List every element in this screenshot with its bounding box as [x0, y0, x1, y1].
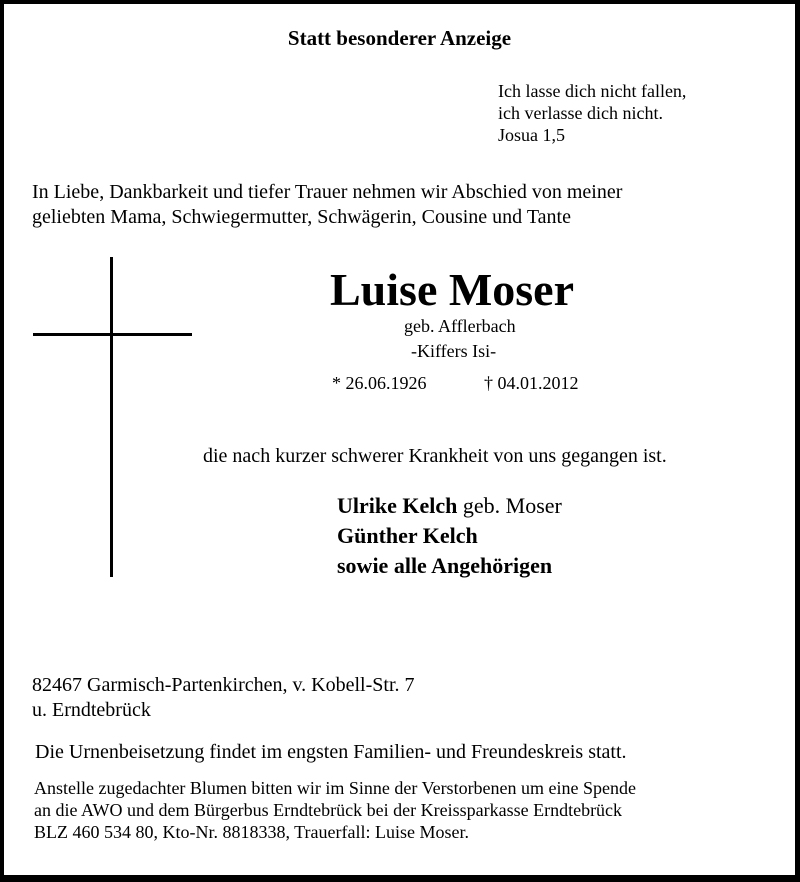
donation-request: [34, 777, 636, 843]
verse-reference: Josua 1,5: [498, 125, 565, 145]
mourner-entry: [337, 492, 562, 520]
urn-burial-note: Die Urnenbeisetzung findet im engsten Familien- und Freundeskreis statt.: [35, 741, 627, 763]
donation-line: BLZ 460 534 80, Kto-Nr. 8818338, Trauerfall: Luise Moser.: [34, 822, 469, 842]
death-date: † 04.01.2012: [484, 373, 579, 393]
birth-name: geb. Afflerbach: [404, 316, 516, 336]
mourner-name: sowie alle Angehörigen: [337, 553, 553, 578]
mourner-suffix: geb. Moser: [457, 493, 562, 518]
address-line: 82467 Garmisch-Partenkirchen, v. Kobell-Str. 7: [32, 674, 415, 696]
bible-verse: [498, 80, 686, 146]
notice-headline: Statt besonderer Anzeige: [287, 26, 512, 50]
cross-icon-bar: [33, 333, 192, 336]
mourner-name: Ulrike Kelch: [337, 493, 458, 518]
mourner-entry: [337, 522, 478, 550]
nickname: -Kiffers Isi-: [411, 341, 497, 361]
verse-line: Ich lasse dich nicht fallen,: [498, 81, 687, 101]
passing-note: die nach kurzer schwerer Krankheit von uns gegangen ist.: [203, 445, 667, 467]
address-line: u. Erndtebrück: [32, 699, 151, 721]
intro-text: [32, 180, 622, 230]
donation-line: an die AWO und dem Bürgerbus Erndtebrück bei der Kreissparkasse Erndtebrück: [34, 800, 623, 820]
intro-line: geliebten Mama, Schwiegermutter, Schwägerin, Cousine und Tante: [32, 206, 571, 228]
donation-line: Anstelle zugedachter Blumen bitten wir im Sinne der Verstorbenen um eine Spende: [34, 778, 637, 798]
mourner-entry: [337, 552, 552, 580]
cross-icon: [110, 257, 113, 577]
mourner-name: Günther Kelch: [337, 523, 478, 548]
verse-line: ich verlasse dich nicht.: [498, 103, 663, 123]
intro-line: In Liebe, Dankbarkeit und tiefer Trauer nehmen wir Abschied von meiner: [32, 181, 623, 203]
deceased-name: Luise Moser: [330, 264, 575, 315]
birth-date: * 26.06.1926: [332, 373, 427, 393]
